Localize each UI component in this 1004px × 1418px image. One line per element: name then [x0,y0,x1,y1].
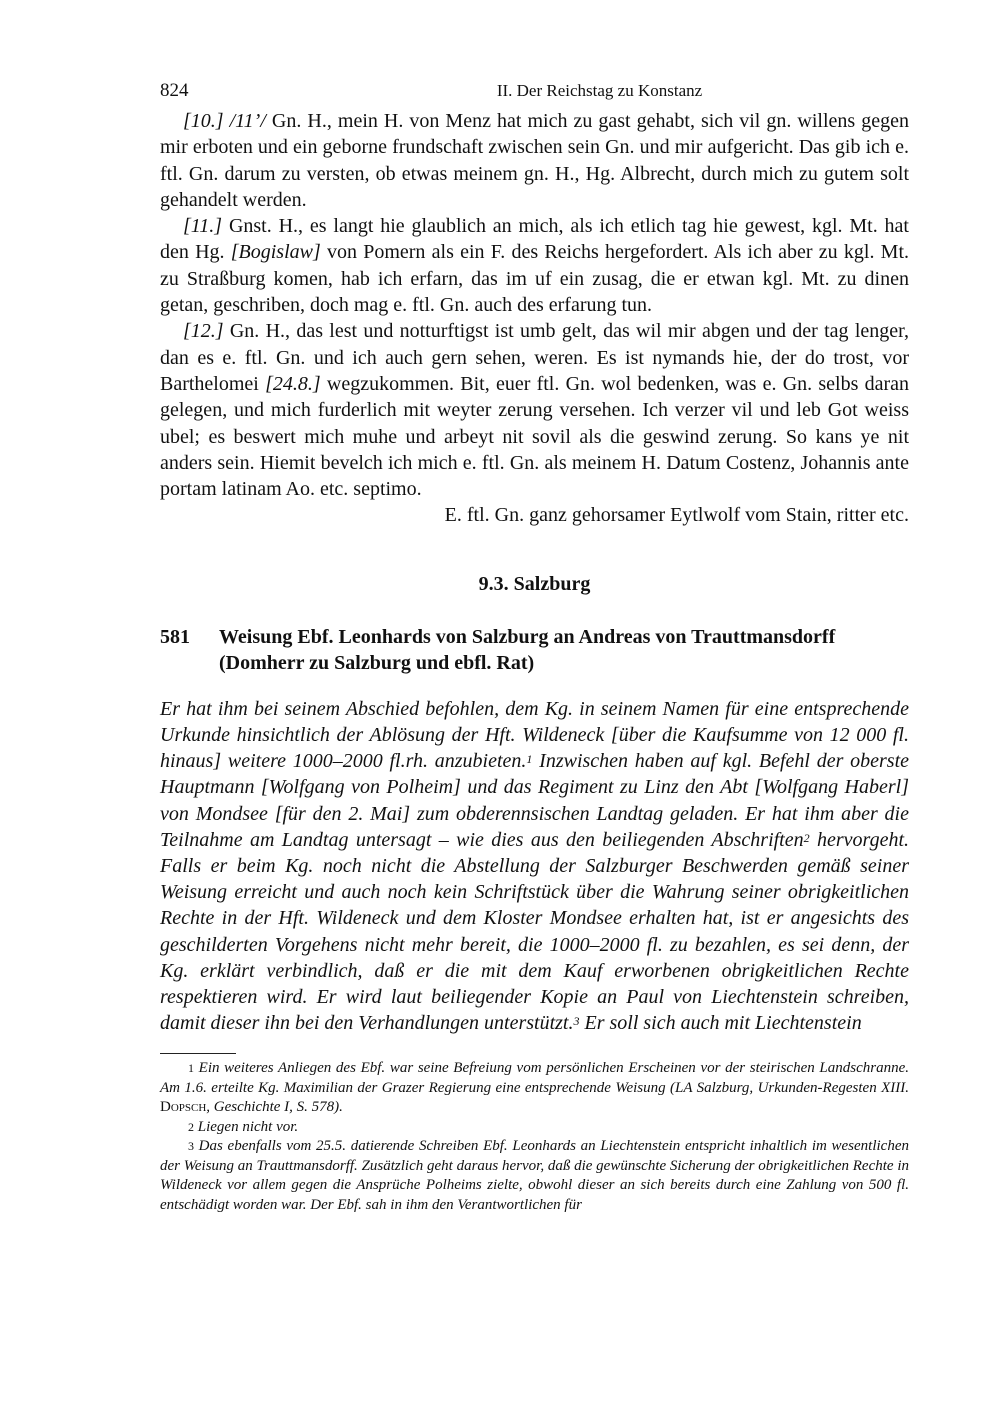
document-title: Weisung Ebf. Leonhards von Salzburg an Andreas von Trauttmansdorff (Domherr zu Salzburg und ebfl. Rat) [219,625,836,674]
paragraph-marker: [12.] [183,320,224,343]
signature: E. ftl. Gn. ganz gehorsamer Eytlwolf vom Stain, ritter etc. [444,504,909,527]
footnote-2 [160,1118,909,1138]
page-number: 824 [160,80,189,101]
editorial-insert: [Bogislaw] [230,241,321,264]
footnote-text: Liegen nicht vor. [194,1118,299,1135]
footnote-separator [160,1053,236,1054]
section-title: 9.3. Salzburg [478,572,591,595]
footnote-mark: 1 [188,1061,194,1076]
paragraph-text: von Pomern als ein F. des Reichs hergefordert. Als ich aber zu kgl. Mt. zu Straßburg komen, hab ich erfarn, das im uf ein zusag, die er etwan kgl. Mt. zu dinen getan, geschriben, doch mag e. ftl. Gn. auch des erfarung tun. [160,241,909,317]
running-title: II. Der Reichstag zu Konstanz [496,81,703,100]
editorial-insert: [24.8.] [265,372,321,395]
paragraph-12 [160,318,909,502]
regest-text [160,696,909,1037]
footnote-mark: 2 [188,1119,194,1134]
footnote-text: , Geschichte I, S. 578). [206,1099,343,1116]
paragraph-10 [160,108,909,213]
paragraph-text: Gn. H., das lest und notturftigst ist umb gelt, das wil mir abgen und der tag lenger, dan es e. ftl. Gn. und ich auch gern sehen, weren. Es ist nymands hie, der do trost, vor Barthelomei [160,320,909,395]
regest-part: Inzwischen haben auf kgl. Befehl der oberste Hauptmann [Wolfgang von Polheim] und das Regiment zu Linz den Abt [Wolfgang Haberl] von Mondsee [für den 2. Mai] zum obderennsischen Landtag geladen. Er hat ihm aber die Teilnahme am Landtag untersagt – wie dies aus den beiliegenden Abschriften [160,750,909,851]
footnote-ref[interactable]: 2 [803,830,810,845]
paragraph-text: wegzukommen. Bit, euer ftl. Gn. wol bedenken, was e. Gn. selbs daran gelegen, und mich furderlich mit weyter zerung versehen. Ich verzer vil und leb Got weiss ubel; es beswert mich muhe und arbeyt nit sovil als die geswind zerung. So kans ye nit anders sein. Hiemit bevelch ich mich e. ftl. Gn. als meinem H. Datum Costenz, Johannis ante portam latinam Ao. etc. septimo. [160,372,909,501]
footnote-mark: 3 [188,1139,194,1154]
regest-part: Er soll sich auch mit Liechtenstein [579,1012,862,1035]
footnote-ref[interactable]: 1 [526,752,533,767]
author-name: Dopsch [160,1099,207,1116]
footnote-text: Das ebenfalls vom 25.5. datierende Schreiben Ebf. Leonhards an Liechtenstein entspricht inhaltlich im wesentlichen der Weisung an Trauttmansdorff. Zusätzlich geht daraus hervor, daß die gewünschte Sicherung der obrigkeitlichen Rechte in Wildeneck vor allem gegen die Ansprüche Polheims zielte, obwohl dieser an sich bereits durch eine Zahlung von 500 fl. entschädigt worden war. Der Ebf. sah in ihm den Verantwortlichen für [160,1138,909,1213]
paragraph-11 [160,213,909,318]
document-heading [160,624,909,676]
regest-part: hervorgeht. Falls er beim Kg. noch nicht die Abstellung der Salzburger Beschwerden gemäß seiner Weisung erreicht und auch noch kein Schriftstück über die Wahrung seiner obrigkeitlichen Rechte in der Hft. Wildeneck und dem Kloster Mondsee erhalten hat, ist er angesichts des geschilderten Vorgehens nicht mehr bereit, die 1000–2000 fl. zu bezahlen, es sei denn, der Kg. erklärt verbindlich, daß er die mit dem Kauf erworbenen obrigkeitlichen Rechte respektieren wird. Er wird laut beiliegender Kopie an Paul von Liechtenstein schreiben, damit dieser ihn bei den Verhandlungen unterstützt. [160,828,910,1035]
paragraph-text: Gnst. H., es langt hie glaublich an mich, als ich etlich tag hie gewest, kgl. Mt. hat den Hg. [160,215,909,264]
paragraph-text: Gn. H., mein H. von Menz hat mich zu gast gehabt, sich vil gn. willens gegen mir erboten und ein geborne frundschaft zwischen sein Gn. und mir aufgericht. Das gib ich e. ftl. Gn. darum zu versten, ob etwas meinem gn. H., Hg. Albrecht, durch mich zu gutem solt gehandelt werden. [160,110,909,211]
regest-part: Er hat ihm bei seinem Abschied befohlen, dem Kg. in seinem Namen für eine entsprechende Urkunde hinsichtlich der Ablösung der Hft. Wildeneck [über die Kaufsumme von 12 000 fl. hinaus] weitere 1000–2000 fl.rh. anzubieten. [160,697,909,773]
footnotes [160,1059,909,1215]
page-header [160,80,909,106]
paragraph-marker: [11.] [183,215,223,238]
paragraph-marker: [10.] /11’/ [183,110,266,132]
footnote-1 [160,1059,909,1118]
document-page [160,80,909,1215]
letter-body [160,108,909,529]
footnote-3 [160,1137,909,1215]
footnote-ref[interactable]: 3 [573,1014,580,1029]
footnote-text: Ein weiteres Anliegen des Ebf. war seine Befreiung vom persönlichen Erscheinen vor der steirischen Landschranne. Am 1.6. erteilte Kg. Maximilian der Grazer Regierung eine entsprechende Weisung (LA Salzburg, Urkunden-Regesten XIII. [160,1060,909,1096]
document-number: 581 [160,625,190,648]
